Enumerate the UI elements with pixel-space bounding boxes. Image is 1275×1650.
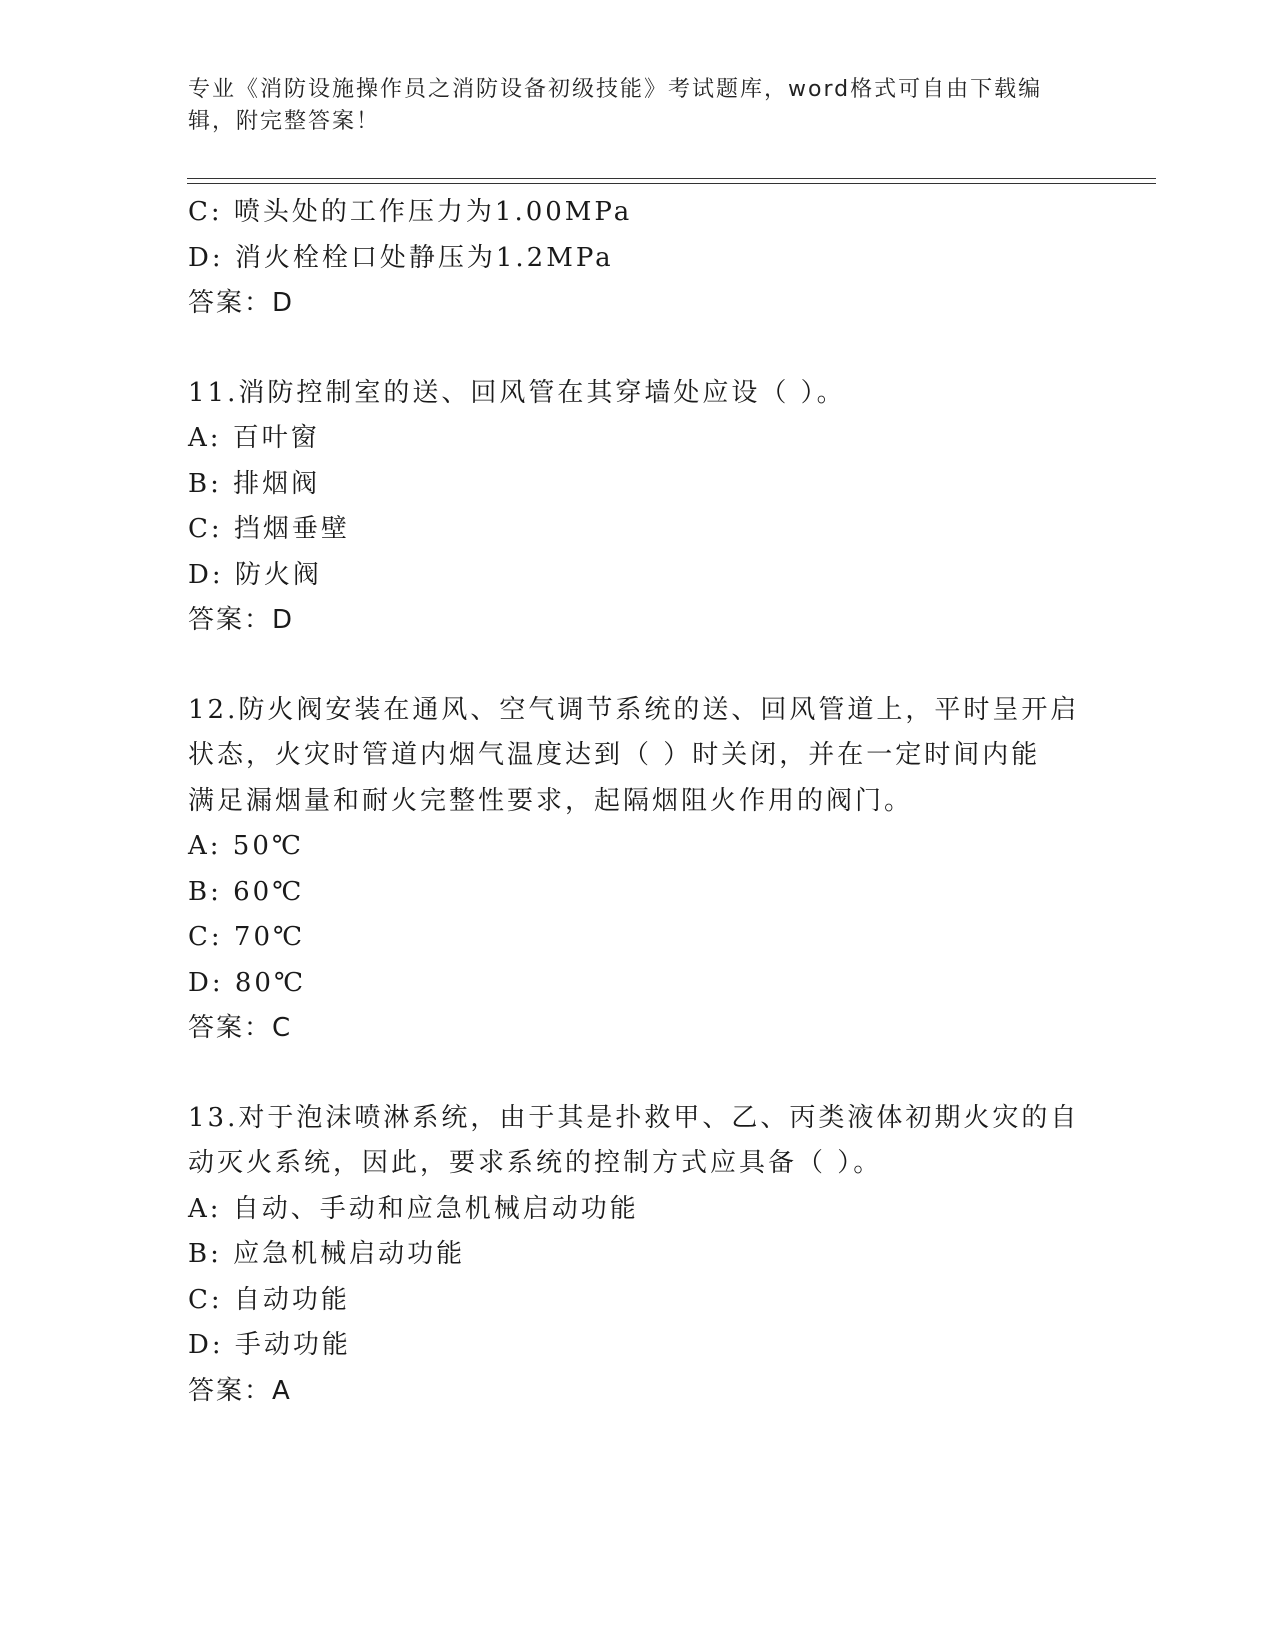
- option-d: D: 手动功能: [188, 1330, 351, 1360]
- question-12: [188, 688, 1088, 1052]
- answer-line: 答案：A: [188, 1375, 292, 1406]
- answer-line: 答案：C: [188, 1013, 293, 1043]
- option-a: A: 百叶窗: [188, 423, 320, 453]
- option-b: B: 60℃: [188, 876, 305, 907]
- option-a: A: 50℃: [188, 831, 304, 861]
- option-b: B: 应急机械启动功能: [188, 1239, 466, 1269]
- option-d: D: 80℃: [188, 967, 307, 998]
- previous-question-tail: [188, 190, 1088, 327]
- question-text-line-2: 动灭火系统，因此，要求系统的控制方式应具备（ ）。: [188, 1148, 883, 1178]
- answer-line: 答案：D: [188, 288, 295, 318]
- option-c: C: 喷头处的工作压力为1.00MPa: [188, 197, 633, 227]
- spacer: [188, 644, 1088, 688]
- option-c: C: 70℃: [188, 922, 306, 952]
- question-text-line-1: 13.对于泡沫喷淋系统，由于其是扑救甲、乙、丙类液体初期火灾的自: [188, 1102, 1080, 1133]
- question-text-line-3: 满足漏烟量和耐火完整性要求，起隔烟阻火作用的阀门。: [188, 785, 914, 816]
- question-11: [188, 371, 1088, 644]
- option-d: D: 防火阀: [188, 559, 322, 590]
- answer-line: 答案：D: [188, 605, 295, 635]
- option-c: C: 挡烟垂壁: [188, 514, 350, 544]
- header-divider-top: [187, 178, 1156, 179]
- header-divider-bottom: [187, 183, 1156, 184]
- option-c: C: 自动功能: [188, 1284, 350, 1315]
- header-line-1: 专业《消防设施操作员之消防设备初级技能》考试题库，word格式可自由下载编: [188, 77, 1043, 102]
- question-text-line-2: 状态，火灾时管道内烟气温度达到（ ）时关闭，并在一定时间内能: [188, 740, 1041, 770]
- header-line-2: 辑，附完整答案！: [188, 109, 381, 134]
- question-13: [188, 1096, 1088, 1415]
- spacer: [188, 1052, 1088, 1096]
- document-header: [188, 74, 1088, 138]
- option-d: D: 消火栓栓口处静压为1.2MPa: [188, 242, 614, 273]
- spacer: [188, 327, 1088, 371]
- option-b: B: 排烟阀: [188, 468, 321, 499]
- question-text-line-1: 12.防火阀安装在通风、空气调节系统的送、回风管道上，平时呈开启: [188, 694, 1080, 725]
- question-text: 11.消防控制室的送、回风管在其穿墙处应设（ ）。: [188, 377, 846, 408]
- document-body: [188, 190, 1088, 1414]
- option-a: A: 自动、手动和应急机械启动功能: [188, 1193, 639, 1224]
